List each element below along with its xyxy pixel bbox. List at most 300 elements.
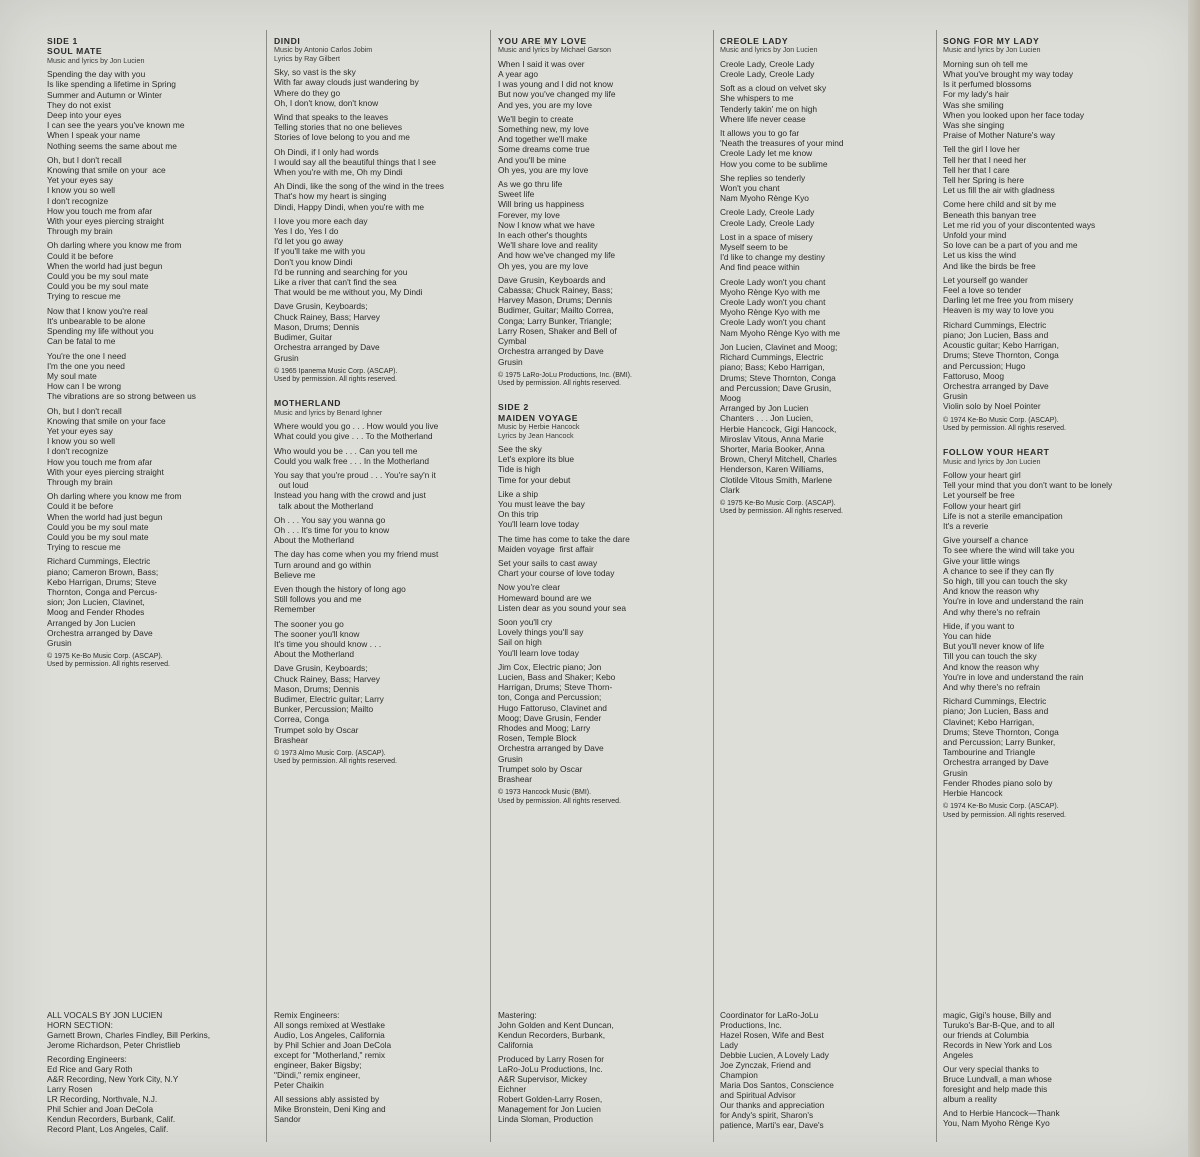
lyric-line: The time has come to take the dare [498,533,630,544]
lyric-line: Yes I do, Yes I do [274,226,339,237]
credit-line: LaRo-JoLu Productions, Inc. [498,1064,603,1074]
lyric-line: Creole Lady won't you chant [720,317,826,328]
lyric-line: Grusin [274,352,299,363]
stanza [47,155,259,237]
column-lyrics [720,36,932,531]
lyric-line: See the sky [498,443,542,454]
lyric-line: Even though the history of long ago [274,583,406,594]
stanza [498,275,710,367]
credit-line: Coordinator for LaRo-JoLu [720,1010,819,1020]
stanza [274,421,486,441]
column-lyrics [47,36,259,684]
lyric-line: It allows you to go far [720,128,800,139]
stanza [498,558,710,578]
lyric-line: And like the birds be free [943,260,1036,271]
lyric-line: Tell the girl I love her [943,144,1020,155]
lyric-line: My soul mate [47,370,97,381]
lyric-line: sion; Jon Lucien, Clavinet, [47,597,145,608]
lyric-line: and Percussion; Hugo [943,360,1026,371]
credit-line: Jerome Richardson, Peter Christlieb [47,1040,181,1050]
stanza [47,240,259,301]
song-credit: Music by Antonio Carlos Jobim [274,45,373,55]
lyric-line: Conga; Larry Bunker, Triangle; [498,315,612,326]
lyric-line: Now that I know you're real [47,305,148,316]
lyric-line: Creole Lady, Creole Lady [720,217,815,228]
song-credit: Music and lyrics by Jon Lucien [943,456,1041,466]
credit-line: Records in New York and Los [943,1040,1052,1050]
lyric-line: Darling let me free you from misery [943,295,1074,306]
lyric-line: Come here child and sit by me [943,199,1057,210]
credit-line: Sandor [274,1114,301,1124]
copyright-line: © 1975 Ke-Bo Music Corp. (ASCAP). [720,499,836,507]
lyric-line: And why there's no refrain [943,681,1041,692]
credit-line: magic, Gigi's house, Billy and [943,1010,1052,1020]
credit-line: You, Nam Myoho Rènge Kyo [943,1118,1050,1128]
song-title: MOTHERLAND [274,398,342,409]
credit-line: Garnett Brown, Charles Findley, Bill Perkins, [47,1030,211,1040]
lyric-line: Clotilde Vitous Smith, Marlene [720,474,833,485]
lyric-line: Oh Dindi, if I only had words [274,146,379,157]
lyric-line: For my lady's hair [943,89,1009,100]
lyric-line: When I speak your name [47,130,141,141]
copyright-line: Used by permission. All rights reserved. [274,758,397,766]
lyric-line: Oh, I don't know, don't know [274,97,379,108]
lyric-line: Drums; Steve Thornton, Conga [943,726,1059,737]
lyric-line: Oh darling where you know me from [47,240,182,251]
copyright-line: Used by permission. All rights reserved. [498,380,621,387]
lyric-line: Mason, Drums; Dennis [274,683,360,694]
lyric-line: You say that you're proud . . . You're say'n it [274,469,436,480]
lyric-line: Orchestra arranged by Dave [943,380,1049,391]
lyric-line: A chance to see if they can fly [943,565,1054,576]
song-block [47,36,259,670]
stanza [47,351,259,402]
lyric-line: Lovely things you'll say [498,627,584,638]
copyright-line: Used by permission. All rights reserved. [943,811,1066,819]
lyric-line: Fattoruso, Moog [943,370,1004,381]
copyright-line: © 1973 Hancock Music (BMI). [498,789,592,797]
credit-line: California [498,1040,534,1050]
song-title: CREOLE LADY [720,36,789,46]
stanza [47,491,259,552]
credit-line: Remix Engineers: [274,1010,340,1020]
lyric-line: Drums; Steve Thornton, Conga [720,372,836,383]
credit-line: A&R Supervisor, Mickey [498,1074,587,1084]
lyric-line: Follow your heart girl [943,469,1021,480]
copyright-line: © 1974 Ke-Bo Music Corp. (ASCAP). [943,416,1059,424]
lyric-line: ton, Conga and Percussion; [498,692,602,703]
stanza [943,144,1155,195]
lyric-line: I don't recognize [47,195,109,206]
lyric-line: Turn around and go within [274,559,371,570]
lyric-line: That would be me without you, My Dindi [274,287,423,298]
credit-line: Our very special thanks to [943,1064,1039,1074]
lyric-line: Till you can touch the sky [943,651,1037,662]
song-credit: Lyrics by Jean Hancock [498,430,574,440]
lyric-line: Could it be before [47,501,114,512]
lyrics-column-3 [498,36,710,1136]
song-credit: Music and lyrics by Benard Ighner [274,407,383,417]
credit-line: Productions, Inc. [720,1020,782,1030]
lyric-line: Believe me [274,569,316,580]
lyric-line: I'd let you go away [274,236,344,247]
lyric-line: Jon Lucien, Clavinet and Moog; [720,341,838,352]
lyric-line: Orchestra arranged by Dave [47,627,153,638]
lyric-line: Set your sails to cast away [498,557,598,568]
lyric-line: Telling stories that no one believes [274,122,403,133]
lyric-line: Could you be my soul mate [47,281,149,292]
stanza [720,59,932,79]
lyric-line: Myself seem to be [720,242,788,253]
lyric-line: Dindi, Happy Dindi, when you're with me [274,201,425,212]
copyright-line: © 1973 Almo Music Corp. (ASCAP). [274,750,386,757]
credit-line: LR Recording, Northvale, N.J. [47,1094,158,1104]
lyric-line: Cabassa; Chuck Rainey, Bass; [498,285,613,296]
column-divider [490,30,491,1142]
column-lyrics [498,36,710,820]
lyric-line: Clavinet; Kebo Harrigan, [943,716,1035,727]
song-title: SONG FOR MY LADY [943,36,1040,46]
lyric-line: and Percussion; Larry Bunker, [943,737,1056,747]
stanza [720,232,932,273]
copyright-note [720,500,932,517]
production-credits [47,1010,259,1134]
lyric-line: Tenderly takin' me on high [720,103,818,114]
lyric-line: Tell her that I care [943,164,1010,175]
lyric-line: Arranged by Jon Lucien [720,403,809,414]
stanza [274,301,486,362]
song-block [943,447,1155,820]
credit-line: All sessions ably assisted by [274,1094,380,1104]
credit-line: engineer, Baker Bigsby; [274,1060,362,1070]
credit-line: Kendun Recorders, Burbank, Calif. [47,1114,176,1124]
lyric-line: You're the one I need [47,350,127,361]
lyric-line: Soft as a cloud on velvet sky [720,83,827,94]
lyric-line: You'll learn love today [498,519,579,530]
lyric-line: Who would you be . . . Can you tell me [274,445,418,456]
lyric-line: Let us fill the air with gladness [943,185,1055,196]
lyric-line: The sooner you go [274,618,344,629]
lyric-line: Spending my life without you [47,326,154,337]
copyright-line: Used by permission. All rights reserved. [47,661,170,669]
lyric-line: Let us kiss the wind [943,250,1017,261]
lyric-line: Trumpet solo by Oscar [498,763,583,774]
credit-line: Our thanks and appreciation [720,1100,825,1110]
credit-line: ALL VOCALS BY JON LUCIEN [47,1010,163,1020]
lyric-line: She whispers to me [720,93,794,104]
lyric-line: Miroslav Vitous, Anna Marie [720,433,824,444]
copyright-line: Used by permission. All rights reserved. [498,797,621,805]
lyric-line: Chuck Rainey, Bass; Harvey [274,311,380,322]
lyric-line: Beneath this banyan tree [943,209,1037,220]
lyric-line: We'll begin to create [498,113,574,124]
lyric-line: Could you be my soul mate [47,521,149,532]
credit-line: Angeles [943,1050,973,1060]
lyric-line: Where life never cease [720,113,806,124]
lyric-line: talk about the Motherland [274,500,374,511]
lyric-line: Larry Rosen, Shaker and Bell of [498,325,617,336]
production-credits [943,1010,1155,1128]
lyric-line: Sail on high [498,637,542,648]
lyric-line: Praise of Mother Nature's way [943,130,1055,141]
lyric-line: I know you so well [47,436,115,447]
credit-line: and Spiritual Advisor [720,1090,796,1100]
lyric-line: Morning sun oh tell me [943,58,1028,69]
lyric-line: It's a reverie [943,520,989,531]
stanza [47,406,259,488]
lyric-line: Grusin [498,356,523,367]
stanza [498,582,710,613]
lyric-line: Moog; Dave Grusin, Fender [498,712,602,723]
lyric-line: Cymbal [498,336,527,347]
lyric-line: Knowing that smile on your face [47,415,166,426]
lyric-line: With your eyes piercing straight [47,466,164,477]
lyric-line: With far away clouds just wandering by [274,77,419,88]
copyright-note [943,803,1155,820]
song-block [720,36,932,517]
lyric-line: Lucien, Bass and Shaker; Kebo [498,671,616,682]
lyric-line: Some dreams come true [498,144,590,155]
lyric-line: Like a river that can't find the sea [274,277,397,288]
stanza [47,69,259,151]
lyric-line: I'd like to change my destiny [720,252,825,263]
credit-line: Champion [720,1070,758,1080]
lyric-line: And find peace within [720,262,800,273]
lyric-line: Spending the day with you [47,69,146,80]
lyric-line: Brashear [274,734,308,745]
lyric-line: Give your little wings [943,555,1020,566]
lyric-line: Could it be before [47,250,114,261]
stanza [498,534,710,554]
credit-line: Peter Chaikin [274,1080,324,1090]
credit-line: Robert Golden-Larry Rosen, [498,1094,603,1104]
stanza [720,277,932,338]
lyric-line: Maiden voyage first affair [498,543,594,554]
credit-line: Mastering: [498,1010,537,1020]
lyric-line: Give yourself a chance [943,535,1029,546]
song-title: MAIDEN VOYAGE [498,412,579,423]
lyric-line: Where would you go . . . How would you live [274,421,439,432]
lyric-line: Summer and Autumn or Winter [47,89,162,100]
stanza [274,515,486,546]
credit-line: Maria Dos Santos, Conscience [720,1080,834,1090]
lyric-line: Richard Cummings, Electric [47,556,151,567]
lyric-line: Hide, if you want to [943,620,1015,631]
lyric-line: Homeward bound are we [498,592,592,603]
song-credit: Music and lyrics by Jon Lucien [943,45,1041,55]
lyric-line: Herbie Hancock, Gigi Hancock, [720,423,837,434]
lyric-line: Could you walk free . . . In the Motherland [274,455,430,466]
lyric-line: But you'll never know of life [943,641,1045,652]
production-credits [274,1010,486,1124]
stanza [943,470,1155,531]
credit-line: album a reality [943,1094,997,1104]
lyric-line: Is it perfumed blossoms [943,79,1032,90]
credit-line: except for "Motherland," remix [274,1050,386,1060]
lyric-line: On this trip [498,509,539,520]
credit-line: All songs remixed at Westlake [274,1020,385,1030]
lyric-line: Trying to rescue me [47,542,121,553]
lyric-line: I know you so well [47,185,115,196]
song-title: FOLLOW YOUR HEART [943,447,1050,458]
lyric-line: Grusin [943,391,968,402]
lyric-line: As we go thru life [498,179,563,190]
lyric-line: Tell her Spring is here [943,175,1024,186]
lyric-line: Oh darling where you know me from [47,491,182,502]
lyric-line: Budimer, Guitar [274,332,333,343]
lyric-line: Ah Dindi, like the song of the wind in the trees [274,181,444,192]
lyrics-column-4 [720,36,932,1136]
lyric-line: Brown, Cheryl Mitchell, Charles [720,454,837,465]
side-label: SIDE 2 [498,402,529,413]
lyric-line: Instead you hang with the crowd and just [274,490,426,501]
lyric-line: Oh yes, you are my love [498,260,589,271]
lyric-line: Budimer, Guitar; Mailto Correa, [498,305,614,316]
song-block [498,402,710,806]
lyric-line: She replies so tenderly [720,172,806,183]
lyric-line: You're in love and understand the rain [943,596,1084,607]
lyric-line: When I said it was over [498,58,585,69]
lyric-line: What could you give . . . To the Motherland [274,431,433,442]
lyric-line: Life is not a sterile emancipation [943,510,1063,521]
credit-line: Larry Rosen [47,1084,93,1094]
lyric-line: Creole Lady won't you chant [720,297,826,308]
lyric-line: It's unbearable to be alone [47,315,146,326]
lyric-line: Let yourself be free [943,490,1015,501]
lyric-line: You'll learn love today [498,647,579,658]
lyric-line: Grusin [47,637,72,648]
credit-line: our friends at Columbia [943,1030,1029,1040]
lyric-line: piano; Bass; Kebo Harrigan, [720,362,825,373]
song-credit: Music and lyrics by Michael Garson [498,45,612,55]
lyric-line: How you touch me from afar [47,456,153,467]
lyric-line: In each other's thoughts [498,230,588,241]
lyric-line: Through my brain [47,476,113,487]
lyric-line: piano; Cameron Brown, Bass; [47,566,159,577]
column-divider [936,30,937,1142]
lyrics-column-5 [943,36,1155,1136]
lyric-line: Rosen, Temple Block [498,733,577,744]
stanza [720,128,932,169]
stanza [498,489,710,530]
lyric-line: Will bring us happiness [498,199,585,210]
song-block [943,36,1155,433]
lyric-line: Remember [274,604,316,615]
credit-line: HORN SECTION: [47,1020,113,1030]
lyric-line: Oh, but I don't recall [47,154,122,165]
stanza [943,199,1155,270]
credit-line: for Andy's spirit, Sharon's [720,1110,814,1120]
lyric-line: Henderson, Karen Williams, [720,464,824,475]
lyric-line: Creole Lady won't you chant [720,276,826,287]
credit-line: Lady [720,1040,738,1050]
credit-line: Mike Bronstein, Deni King and [274,1104,386,1114]
lyric-line: Violin solo by Noel Pointer [943,401,1041,412]
lyric-line: You must leave the bay [498,498,585,509]
lyric-line: Chanters . . . Jon Lucien, [720,413,814,424]
lyric-line: Feel a love so tender [943,285,1022,296]
copyright-note [274,368,486,385]
lyric-line: Richard Cummings, Electric [943,319,1047,330]
credit-line: John Golden and Kent Duncan, [498,1020,614,1030]
lyric-line: Let yourself go wander [943,274,1028,285]
lyric-line: So love can be a part of you and me [943,240,1078,251]
lyric-line: Richard Cummings, Electric [943,696,1047,707]
production-credits [720,1010,932,1130]
lyric-line: About the Motherland [274,535,355,546]
lyric-line: Knowing that smile on your ace [47,165,166,176]
stanza [943,59,1155,141]
copyright-line: Used by permission. All rights reserved. [720,508,843,516]
stanza [943,621,1155,692]
lyric-line: Forever, my love [498,209,560,220]
lyric-line: Grusin [498,753,523,764]
lyric-line: Harrigan, Drums; Steve Thorn- [498,682,613,693]
song-title: YOU ARE MY LOVE [498,36,587,46]
lyric-line: Hugo Fattoruso, Clavinet and [498,702,607,713]
copyright-note [274,750,486,767]
lyric-line: Sweet life [498,189,535,200]
copyright-note [943,417,1155,434]
lyric-line: It's time you should know . . . [274,638,382,649]
lyric-line: Like a ship [498,488,539,499]
lyric-line: About the Motherland [274,649,355,660]
credit-line: "Dindi," remix engineer, [274,1070,361,1080]
lyric-line: Deep into your eyes [47,110,122,121]
credit-line: Produced by Larry Rosen for [498,1054,605,1064]
stanza [274,216,486,298]
stanza [720,207,932,227]
lyric-line: Clark [720,484,740,495]
stanza [274,147,486,178]
copyright-line: © 1975 LaRo-JoLu Productions, Inc. (BMI). [498,371,632,379]
lyric-line: Rhodes and Moog; Larry [498,723,591,733]
lyric-line: Bunker, Percussion; Mailto [274,704,374,715]
song-title: SOUL MATE [47,46,103,57]
lyric-line: Drums; Steve Thornton, Conga [943,350,1059,361]
credit-line: foresight and help made this [943,1084,1048,1094]
lyric-line: They do not exist [47,99,111,110]
copyright-line: © 1974 Ke-Bo Music Corp. (ASCAP). [943,803,1059,811]
lyric-line: Now you're clear [498,582,561,593]
lyric-line: Myoho Rènge Kyo with me [720,307,821,318]
lyric-line: Is like spending a lifetime in Spring [47,79,176,90]
lyric-line: Grusin [943,767,968,778]
lyric-line: Still follows you and me [274,594,362,605]
copyright-note [498,372,710,389]
lyric-line: Let me rid you of your discontented ways [943,219,1096,230]
lyric-line: Moog and Fender Rhodes [47,607,145,618]
credit-line: Phil Schier and Joan DeCola [47,1104,154,1114]
lyric-line: Now I know what we have [498,219,595,230]
lyric-line: Sky, so vast is the sky [274,67,356,78]
lyric-line: Shorter, Maria Booker, Anna [720,443,825,454]
copyright-line: © 1965 Ipanema Music Corp. (ASCAP). [274,367,398,375]
lyric-line: Wind that speaks to the leaves [274,112,389,123]
stanza [47,306,259,347]
stanza [720,173,932,204]
lyric-line: 'Neath the treasures of your mind [720,138,844,149]
credit-line: Kendun Recorders, Burbank, [498,1030,606,1040]
lyric-line: Stories of love belong to you and me [274,132,410,143]
stanza [943,535,1155,617]
credit-line: Recording Engineers: [47,1054,127,1064]
copyright-line: Used by permission. All rights reserved. [274,376,397,383]
stanza [498,617,710,658]
lyric-line: Nam Myoho Rènge Kyo with me [720,327,841,338]
lyric-line: I love you more each day [274,215,368,226]
lyric-line: Let's explore its blue [498,454,575,465]
